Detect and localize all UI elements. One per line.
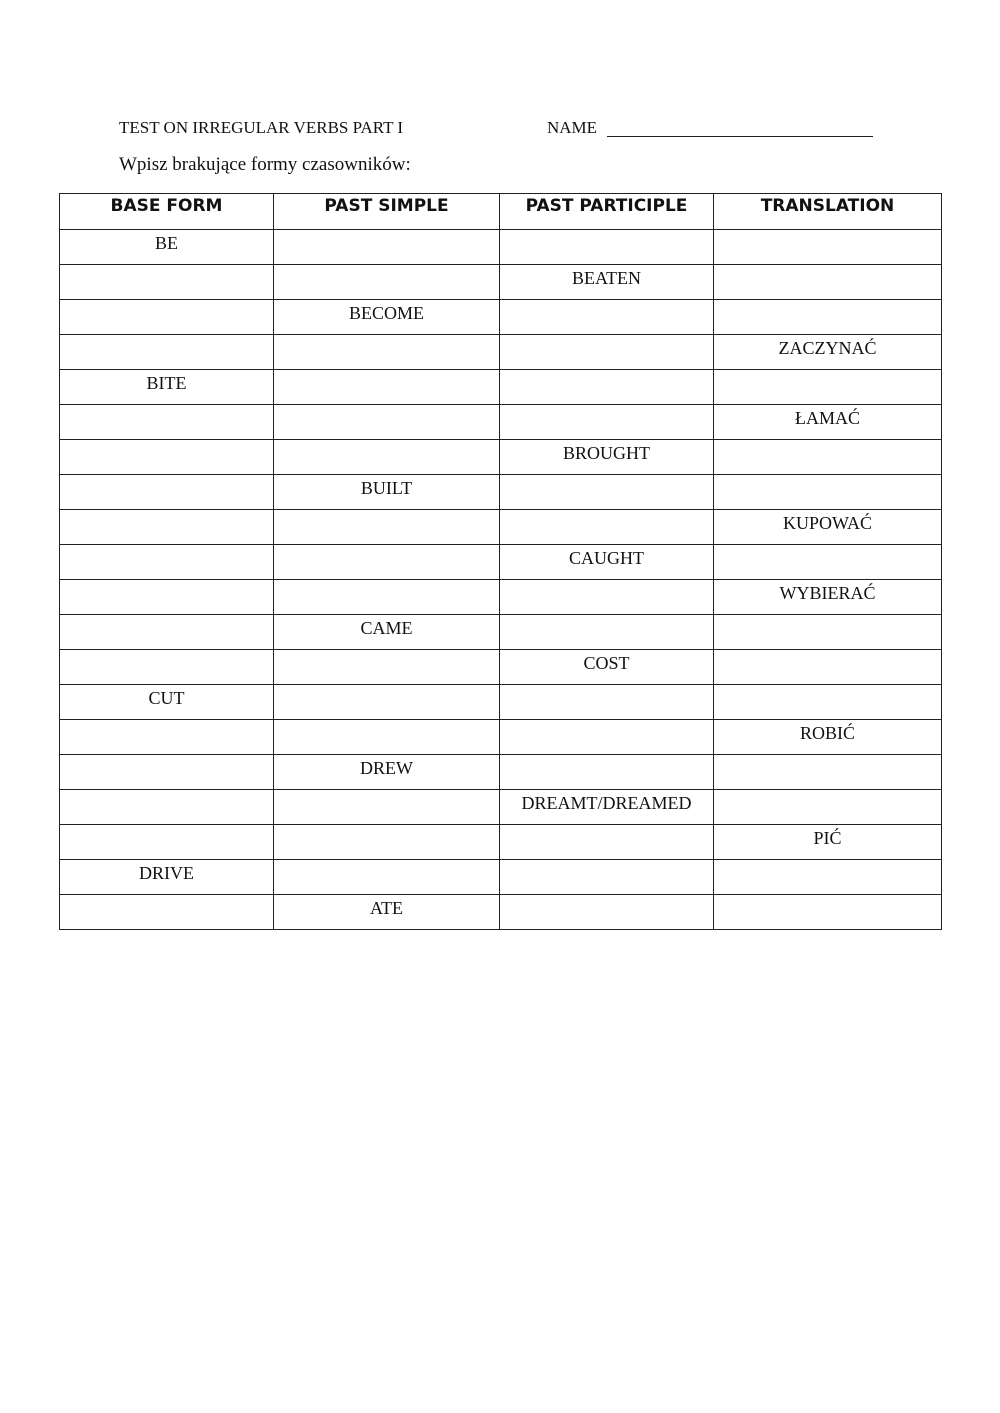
table-row xyxy=(60,860,942,895)
table-row xyxy=(60,650,942,685)
table-row xyxy=(60,300,942,335)
cell-base-form[interactable] xyxy=(60,545,274,580)
cell-past-simple: BUILT xyxy=(274,475,500,510)
table-row xyxy=(60,230,942,265)
cell-base-form[interactable] xyxy=(60,440,274,475)
table-row xyxy=(60,825,942,860)
table-row xyxy=(60,510,942,545)
cell-past-participle[interactable] xyxy=(500,405,714,440)
cell-translation[interactable] xyxy=(714,265,942,300)
table-row xyxy=(60,370,942,405)
cell-base-form[interactable] xyxy=(60,755,274,790)
cell-past-simple: ATE xyxy=(274,895,500,930)
cell-translation: ŁAMAĆ xyxy=(714,405,942,440)
table-row xyxy=(60,440,942,475)
cell-translation[interactable] xyxy=(714,440,942,475)
cell-past-participle: CAUGHT xyxy=(500,545,714,580)
cell-base-form[interactable] xyxy=(60,615,274,650)
cell-past-participle[interactable] xyxy=(500,370,714,405)
cell-past-participle: BROUGHT xyxy=(500,440,714,475)
cell-base-form[interactable] xyxy=(60,720,274,755)
cell-past-simple[interactable] xyxy=(274,335,500,370)
table-row xyxy=(60,755,942,790)
cell-past-simple: CAME xyxy=(274,615,500,650)
cell-base-form[interactable] xyxy=(60,825,274,860)
cell-base-form: BE xyxy=(60,230,274,265)
cell-past-simple[interactable] xyxy=(274,825,500,860)
cell-base-form[interactable] xyxy=(60,790,274,825)
cell-base-form[interactable] xyxy=(60,335,274,370)
name-blank-line[interactable] xyxy=(607,136,873,137)
cell-past-simple[interactable] xyxy=(274,510,500,545)
cell-past-simple[interactable] xyxy=(274,685,500,720)
cell-translation[interactable] xyxy=(714,895,942,930)
cell-base-form[interactable] xyxy=(60,265,274,300)
cell-past-participle[interactable] xyxy=(500,510,714,545)
cell-translation[interactable] xyxy=(714,230,942,265)
cell-translation: ZACZYNAĆ xyxy=(714,335,942,370)
cell-past-participle[interactable] xyxy=(500,615,714,650)
cell-past-simple[interactable] xyxy=(274,860,500,895)
irregular-verbs-table xyxy=(59,193,942,930)
table-body xyxy=(60,230,942,930)
cell-translation[interactable] xyxy=(714,650,942,685)
column-header-translation: TRANSLATION xyxy=(714,194,942,230)
cell-translation[interactable] xyxy=(714,790,942,825)
cell-past-participle[interactable] xyxy=(500,475,714,510)
worksheet-title: TEST ON IRREGULAR VERBS PART I xyxy=(119,118,404,137)
cell-translation: KUPOWAĆ xyxy=(714,510,942,545)
cell-translation[interactable] xyxy=(714,615,942,650)
cell-base-form[interactable] xyxy=(60,300,274,335)
table-header-row xyxy=(60,194,942,230)
cell-past-simple[interactable] xyxy=(274,650,500,685)
table-row xyxy=(60,580,942,615)
cell-past-participle[interactable] xyxy=(500,580,714,615)
cell-past-participle[interactable] xyxy=(500,825,714,860)
cell-past-simple[interactable] xyxy=(274,580,500,615)
name-label: NAME xyxy=(547,118,598,137)
cell-past-participle[interactable] xyxy=(500,685,714,720)
table-row xyxy=(60,265,942,300)
cell-base-form[interactable] xyxy=(60,580,274,615)
cell-past-participle: DREAMT/DREAMED xyxy=(500,790,714,825)
table-row xyxy=(60,405,942,440)
table-row xyxy=(60,475,942,510)
cell-base-form: BITE xyxy=(60,370,274,405)
column-header-past-participle: PAST PARTICIPLE xyxy=(500,194,714,230)
cell-past-simple[interactable] xyxy=(274,370,500,405)
cell-past-simple[interactable] xyxy=(274,230,500,265)
cell-past-simple[interactable] xyxy=(274,265,500,300)
cell-past-simple[interactable] xyxy=(274,790,500,825)
cell-translation: WYBIERAĆ xyxy=(714,580,942,615)
cell-past-participle[interactable] xyxy=(500,860,714,895)
table-row xyxy=(60,545,942,580)
cell-translation: PIĆ xyxy=(714,825,942,860)
cell-translation[interactable] xyxy=(714,685,942,720)
cell-past-participle: BEATEN xyxy=(500,265,714,300)
cell-past-simple: BECOME xyxy=(274,300,500,335)
cell-base-form: DRIVE xyxy=(60,860,274,895)
cell-translation: ROBIĆ xyxy=(714,720,942,755)
cell-past-participle[interactable] xyxy=(500,230,714,265)
cell-past-participle[interactable] xyxy=(500,720,714,755)
cell-translation[interactable] xyxy=(714,300,942,335)
table-row xyxy=(60,685,942,720)
table-row xyxy=(60,720,942,755)
column-header-base-form: BASE FORM xyxy=(60,194,274,230)
cell-past-simple[interactable] xyxy=(274,440,500,475)
cell-base-form[interactable] xyxy=(60,895,274,930)
cell-past-participle: COST xyxy=(500,650,714,685)
cell-past-participle[interactable] xyxy=(500,300,714,335)
cell-past-simple[interactable] xyxy=(274,720,500,755)
cell-past-participle[interactable] xyxy=(500,755,714,790)
cell-past-participle[interactable] xyxy=(500,895,714,930)
cell-base-form[interactable] xyxy=(60,475,274,510)
cell-past-simple[interactable] xyxy=(274,405,500,440)
cell-translation[interactable] xyxy=(714,475,942,510)
table-row xyxy=(60,335,942,370)
cell-past-simple: DREW xyxy=(274,755,500,790)
cell-translation[interactable] xyxy=(714,755,942,790)
cell-translation[interactable] xyxy=(714,370,942,405)
table-row xyxy=(60,790,942,825)
cell-base-form[interactable] xyxy=(60,405,274,440)
cell-past-participle[interactable] xyxy=(500,335,714,370)
table-row xyxy=(60,615,942,650)
cell-translation[interactable] xyxy=(714,860,942,895)
cell-past-simple[interactable] xyxy=(274,545,500,580)
cell-base-form[interactable] xyxy=(60,510,274,545)
table-row xyxy=(60,895,942,930)
column-header-past-simple: PAST SIMPLE xyxy=(274,194,500,230)
cell-base-form[interactable] xyxy=(60,650,274,685)
cell-base-form: CUT xyxy=(60,685,274,720)
instruction-text: Wpisz brakujące formy czasowników: xyxy=(119,154,411,175)
cell-translation[interactable] xyxy=(714,545,942,580)
